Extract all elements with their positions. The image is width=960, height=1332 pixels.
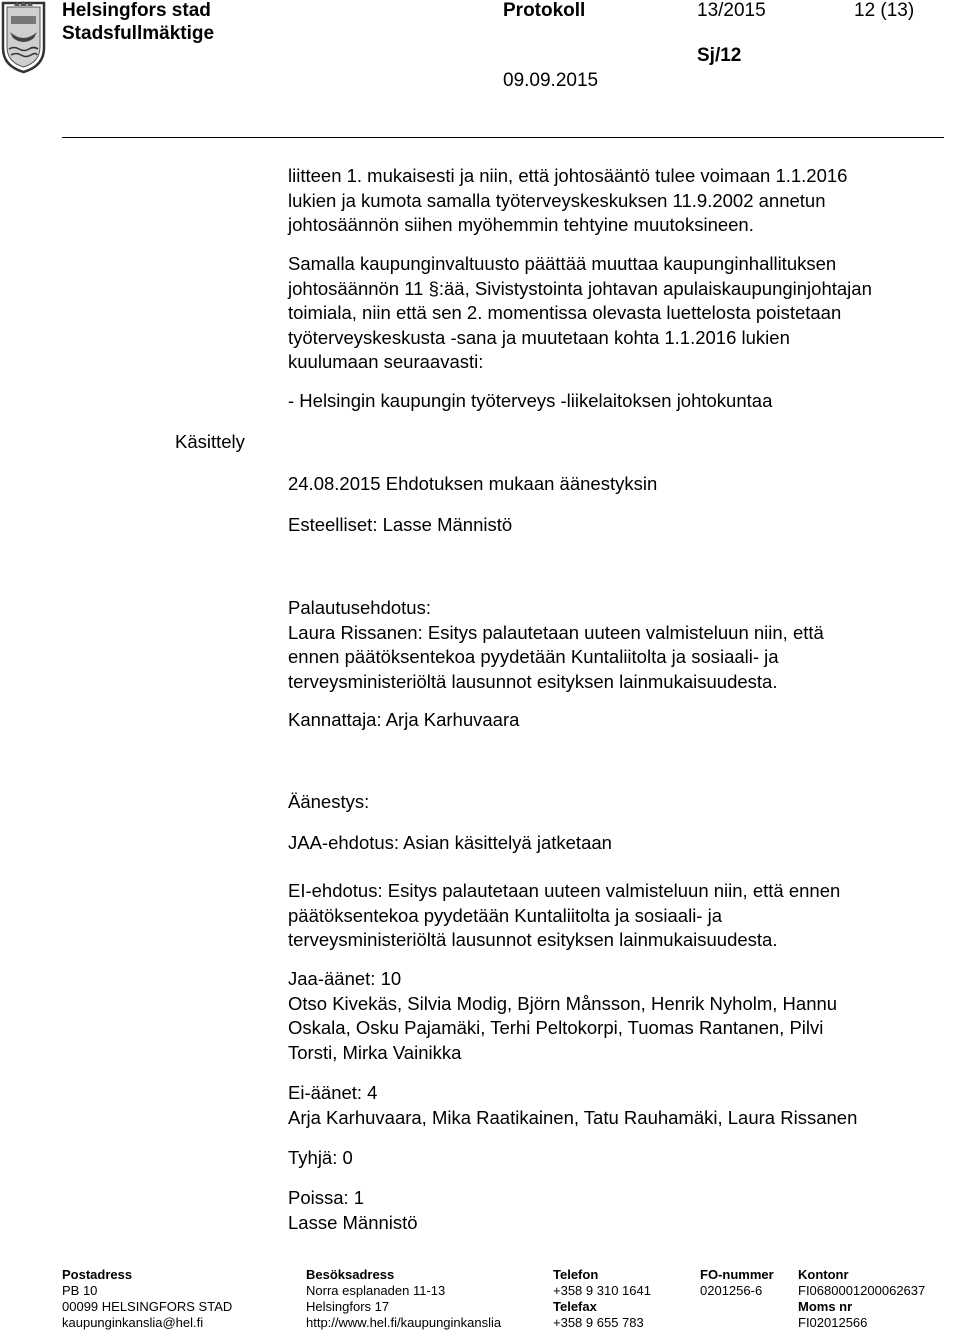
text-line: toimiala, niin että sen 2. momentissa olevasta luettelosta poistetaan [288, 302, 842, 323]
footer-text: Helsingfors 17 [306, 1299, 390, 1314]
meeting-date: 09.09.2015 [503, 70, 599, 91]
text-line: liitteen 1. mukaisesti ja niin, että johtosääntö tulee voimaan 1.1.2016 [288, 165, 848, 186]
text-line: johtosäännön 11 §:ää, Sivistystointa johtavan apulaiskaupunginjohtajan [288, 277, 872, 299]
footer-text: +358 9 655 783 [553, 1315, 644, 1330]
text-line: Arja Karhuvaara, Mika Raatikainen, Tatu Rauhamäki, Laura Rissanen [288, 1106, 858, 1128]
text-line: Torsti, Mirka Vainikka [288, 1041, 462, 1063]
meeting-line: 24.08.2015 Ehdotuksen mukaan äänestyksin [288, 473, 658, 494]
text-line: EI-ehdotus: Esitys palautetaan uuteen valmisteluun niin, että ennen [288, 880, 841, 901]
jaa-proposal: JAA-ehdotus: Asian käsittelyä jatketaan [288, 832, 612, 853]
footer-heading: Besöksadress [306, 1267, 395, 1282]
footer-heading: Moms nr [798, 1299, 853, 1314]
footer-heading: Kontonr [798, 1267, 849, 1282]
paragraph-2 [288, 252, 948, 375]
city-crest-logo [0, 0, 47, 75]
seconder-line: Kannattaja: Arja Karhuvaara [288, 709, 520, 730]
absent-count: Poissa: 1 [288, 1187, 365, 1208]
document-number: 13/2015 [697, 0, 766, 21]
no-count: Ei-äänet: 4 [288, 1082, 378, 1103]
text-line: ennen päätöksentekoa pyydetään Kuntaliitolta ja sosiaali- ja [288, 646, 779, 667]
footer-text: Norra esplanaden 11-13 [306, 1283, 446, 1298]
blank-votes: Tyhjä: 0 [288, 1147, 353, 1168]
footer-text: PB 10 [62, 1283, 98, 1298]
footer-text: +358 9 310 1641 [553, 1283, 651, 1298]
footer-heading: Telefax [553, 1299, 597, 1314]
footer-heading: Telefon [553, 1267, 599, 1282]
text-line: terveysministeriöltä lausunnot esityksen lainmukaisuudesta. [288, 670, 778, 692]
footer-text: 00099 HELSINGFORS STAD [62, 1299, 233, 1314]
text-line: päätöksentekoa pyydetään Kuntaliitolta ja sosiaali- ja [288, 904, 723, 926]
council-name: Stadsfullmäktige [62, 23, 215, 44]
footer-text: FI0680001200062637 [798, 1283, 926, 1298]
text-line: kuulumaan seuraavasti: [288, 351, 484, 372]
text-line: Otso Kivekäs, Silvia Modig, Björn Månsson, Henrik Nyholm, Hannu [288, 992, 838, 1014]
footer-phone [553, 1267, 651, 1331]
text-line: johtosäännön siihen myöhemmin tehtyine muutoksineen. [288, 214, 754, 235]
footer-account [798, 1267, 925, 1331]
section-code: Sj/12 [697, 45, 742, 66]
text-line: Laura Rissanen: Esitys palautetaan uuteen valmisteluun niin, että [288, 621, 824, 643]
footer-visit [306, 1267, 501, 1331]
document-type: Protokoll [503, 0, 586, 21]
footer-text: FI02012566 [798, 1315, 868, 1330]
ei-proposal [288, 879, 948, 953]
yes-count: Jaa-äänet: 10 [288, 968, 402, 989]
footer-email: kaupunginkanslia@hel.fi [62, 1315, 204, 1330]
paragraph-3 [288, 389, 948, 414]
no-votes [288, 1081, 948, 1130]
footer-business-id [700, 1267, 774, 1299]
paragraph-1 [288, 164, 948, 238]
text-line: - Helsingin kaupungin työterveys -liikelaitoksen johtokuntaa [288, 390, 773, 411]
header-rule [62, 137, 944, 138]
text-line: Samalla kaupunginvaltuusto päättää muuttaa kaupunginhallituksen [288, 253, 837, 274]
text-line: työterveyskeskusta -sana ja muutetaan kohta 1.1.2016 lukien [288, 326, 790, 348]
text-line: Oskala, Osku Pajamäki, Terhi Peltokorpi, Tuomas Rantanen, Pilvi [288, 1017, 824, 1038]
org-name: Helsingfors stad [62, 0, 211, 21]
section-label-kasittely: Käsittely [175, 431, 245, 452]
return-heading: Palautusehdotus: [288, 597, 431, 618]
text-line: lukien ja kumota samalla työterveyskeskuksen 11.9.2002 annetun [288, 189, 826, 211]
page-number: 12 (13) [854, 0, 915, 21]
footer-heading: Postadress [62, 1267, 133, 1282]
return-proposal [288, 596, 948, 694]
footer-text: 0201256-6 [700, 1283, 763, 1298]
footer-url: http://www.hel.fi/kaupunginkanslia [306, 1315, 502, 1330]
footer-heading: FO-nummer [700, 1267, 774, 1282]
objections-line: Esteelliset: Lasse Männistö [288, 514, 513, 535]
text-line: terveysministeriöltä lausunnot esityksen lainmukaisuudesta. [288, 929, 778, 950]
absent [288, 1186, 948, 1235]
footer-postal [62, 1267, 232, 1331]
text-line: Lasse Männistö [288, 1211, 418, 1233]
yes-votes [288, 967, 948, 1065]
vote-heading: Äänestys: [288, 791, 370, 812]
